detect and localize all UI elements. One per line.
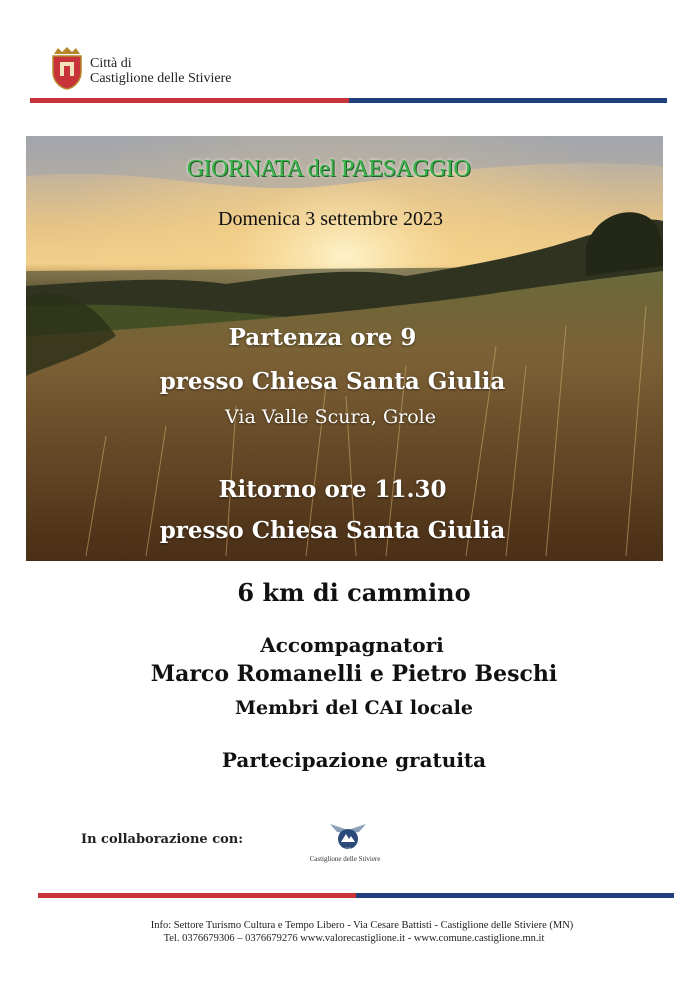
- departure-time: Partenza ore 9: [228, 324, 417, 351]
- footer-contacts: Tel. 0376679306 – 0376679276 www.valorecastiglione.it - www.comune.castiglione.mn.it: [163, 933, 545, 944]
- walk-distance: 6 km di cammino: [237, 578, 471, 607]
- return-time: Ritorno ore 11.30: [218, 476, 447, 503]
- guides-label: Accompagnatori: [260, 633, 444, 657]
- departure-place: presso Chiesa Santa Giulia: [159, 368, 506, 395]
- event-title: GIORNATA del PAESAGGIO: [186, 156, 471, 182]
- guides-names: Marco Romanelli e Pietro Beschi: [150, 661, 558, 687]
- event-date: Domenica 3 settembre 2023: [218, 208, 443, 230]
- city-name: [90, 56, 232, 86]
- top-divider: [30, 98, 667, 103]
- city-crest-icon: [50, 46, 84, 90]
- svg-text:CAI: CAI: [344, 846, 352, 851]
- city-name-line1: Città di: [90, 56, 132, 71]
- partner-caption: Castiglione delle Stiviere: [309, 855, 381, 863]
- cai-logo-icon: [329, 820, 367, 852]
- departure-address: Via Valle Scura, Grole: [225, 406, 436, 428]
- footer-info: Info: Settore Turismo Cultura e Tempo Libero - Via Cesare Battisti - Castiglione delle Stiviere (MN): [150, 920, 574, 931]
- collaboration-label: In collaborazione con:: [81, 832, 244, 847]
- city-name-line2: Castiglione delle Stiviere: [90, 71, 232, 86]
- guides-members: Membri del CAI locale: [234, 697, 473, 719]
- participation-note: Partecipazione gratuita: [221, 748, 487, 772]
- landscape-hero: [26, 136, 663, 561]
- return-place: presso Chiesa Santa Giulia: [159, 517, 506, 544]
- page-header: [50, 46, 310, 94]
- bottom-divider: [38, 893, 674, 898]
